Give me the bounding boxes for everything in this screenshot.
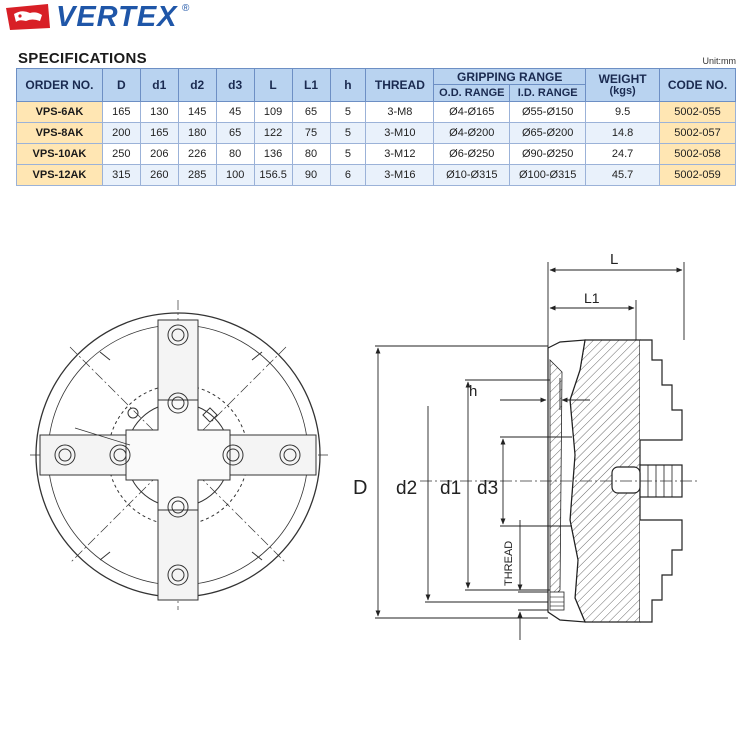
cell-id: Ø55-Ø150 (510, 102, 586, 123)
cell-order: VPS-10AK (17, 144, 103, 165)
dim-L-label: L (610, 251, 619, 268)
cell-D: 250 (102, 144, 140, 165)
cell-weight: 45.7 (586, 165, 660, 186)
cell-od: Ø4-Ø165 (434, 102, 510, 123)
cell-L1: 90 (292, 165, 330, 186)
dim-h-label: h (469, 383, 478, 400)
cell-weight: 9.5 (586, 102, 660, 123)
cell-d1: 165 (140, 123, 178, 144)
cell-L1: 65 (292, 102, 330, 123)
dim-d3-label: d3 (477, 478, 499, 499)
header-L: L (254, 69, 292, 102)
brand-registered: ® (182, 3, 190, 14)
cell-thread: 3-M16 (366, 165, 434, 186)
cell-D: 165 (102, 102, 140, 123)
cell-order: VPS-6AK (17, 102, 103, 123)
header-order-no: ORDER NO. (17, 69, 103, 102)
cell-D: 315 (102, 165, 140, 186)
header-weight-unit: (kgs) (609, 85, 636, 97)
cell-L: 136 (254, 144, 292, 165)
chuck-front-view (30, 300, 330, 610)
cell-d1: 206 (140, 144, 178, 165)
header-d3: d3 (216, 69, 254, 102)
header-gripping-range: GRIPPING RANGE (434, 69, 586, 85)
brand-name: VERTEX (56, 1, 178, 33)
cell-d2: 180 (178, 123, 216, 144)
cell-thread: 3-M12 (366, 144, 434, 165)
cell-h: 6 (330, 165, 366, 186)
header-D: D (102, 69, 140, 102)
cell-h: 5 (330, 102, 366, 123)
cell-code: 5002-055 (660, 102, 736, 123)
cell-d1: 260 (140, 165, 178, 186)
header-od-range: O.D. RANGE (434, 85, 510, 102)
cell-L: 122 (254, 123, 292, 144)
cell-d2: 226 (178, 144, 216, 165)
cell-D: 200 (102, 123, 140, 144)
cell-d3: 65 (216, 123, 254, 144)
cell-d3: 45 (216, 102, 254, 123)
cell-od: Ø6-Ø250 (434, 144, 510, 165)
cell-d1: 130 (140, 102, 178, 123)
cell-thread: 3-M8 (366, 102, 434, 123)
cell-d3: 80 (216, 144, 254, 165)
cell-L: 156.5 (254, 165, 292, 186)
dim-L1-label: L1 (584, 290, 600, 306)
cell-L1: 80 (292, 144, 330, 165)
cell-order: VPS-12AK (17, 165, 103, 186)
cell-d3: 100 (216, 165, 254, 186)
dim-d1-label: d1 (440, 478, 462, 499)
cell-id: Ø65-Ø200 (510, 123, 586, 144)
cell-id: Ø100-Ø315 (510, 165, 586, 186)
cell-id: Ø90-Ø250 (510, 144, 586, 165)
header-thread: THREAD (366, 69, 434, 102)
cell-weight: 14.8 (586, 123, 660, 144)
cell-h: 5 (330, 144, 366, 165)
cell-weight: 24.7 (586, 144, 660, 165)
cell-code: 5002-057 (660, 123, 736, 144)
cell-code: 5002-059 (660, 165, 736, 186)
header-id-range: I.D. RANGE (510, 85, 586, 102)
cell-od: Ø4-Ø200 (434, 123, 510, 144)
header-L1: L1 (292, 69, 330, 102)
section-title: SPECIFICATIONS (18, 50, 147, 67)
cell-d2: 145 (178, 102, 216, 123)
dim-thread-label: THREAD (503, 540, 515, 586)
dim-D-label: D (353, 477, 368, 499)
cell-code: 5002-058 (660, 144, 736, 165)
cell-thread: 3-M10 (366, 123, 434, 144)
cell-L1: 75 (292, 123, 330, 144)
header-d2: d2 (178, 69, 216, 102)
cell-L: 109 (254, 102, 292, 123)
header-h: h (330, 69, 366, 102)
cell-d2: 285 (178, 165, 216, 186)
header-d1: d1 (140, 69, 178, 102)
unit-label: Unit:mm (702, 56, 736, 66)
header-weight-label: WEIGHT (598, 72, 647, 86)
dim-d2-label: d2 (396, 478, 418, 499)
cell-h: 5 (330, 123, 366, 144)
cell-od: Ø10-Ø315 (434, 165, 510, 186)
header-code-no: CODE NO. (660, 69, 736, 102)
cell-order: VPS-8AK (17, 123, 103, 144)
